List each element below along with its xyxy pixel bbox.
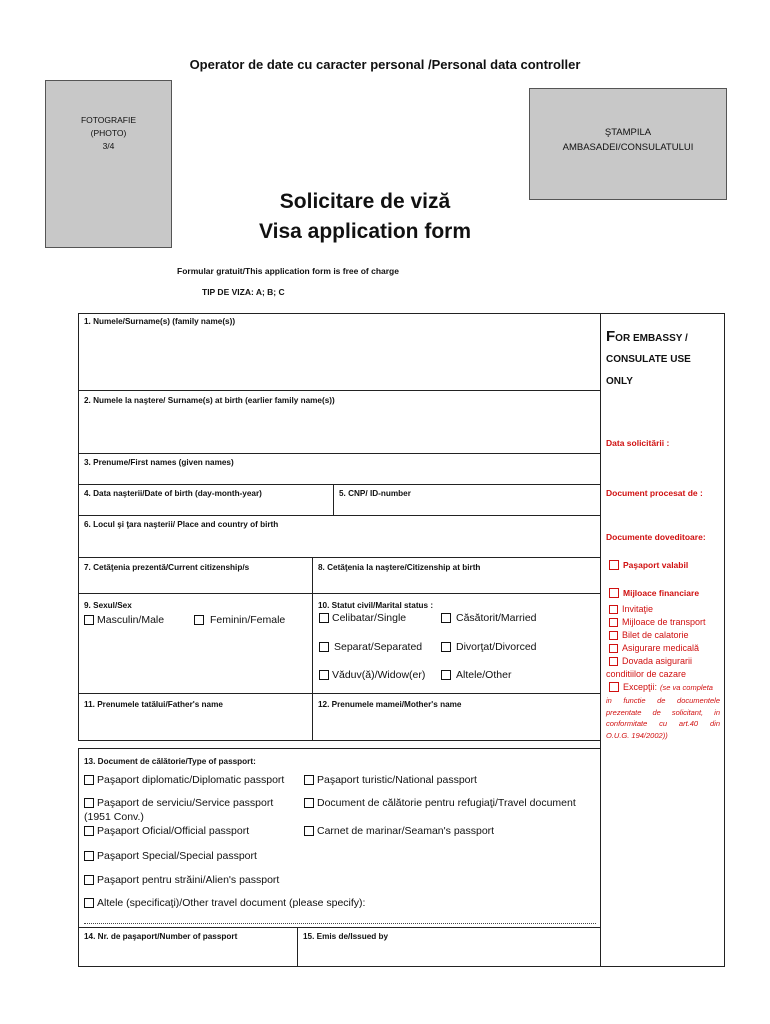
field-8-label: 8. Cetăţenia la naştere/Citizenship at birth — [318, 563, 481, 572]
processed-by-label: Document procesat de : — [606, 488, 703, 498]
passport-conv-note — [84, 811, 144, 823]
checkbox[interactable] — [609, 560, 619, 570]
checkbox[interactable] — [304, 826, 314, 836]
passport-service-label: Paşaport de serviciu/Service passport — [97, 797, 274, 809]
field-7-label: 7. Cetăţenia prezentă/Current citizenship/s — [84, 563, 250, 572]
marital-widow-label: Văduv(ă)/Widow(er) — [332, 669, 426, 681]
marital-widow-option[interactable] — [319, 669, 425, 681]
checkbox[interactable] — [304, 798, 314, 808]
supporting-docs-label: Documente doveditoare: — [606, 532, 706, 542]
marital-other-option[interactable] — [441, 669, 511, 681]
financial-means-option[interactable] — [609, 588, 699, 598]
passport-alien-option[interactable] — [84, 874, 279, 886]
exceptions-option[interactable] — [609, 682, 713, 692]
sex-female-label: Feminin/Female — [210, 614, 286, 626]
embassy-title-3: ONLY — [606, 376, 633, 387]
field-10-label: 10. Statut civil/Marital status : — [318, 601, 434, 610]
field-5-label: 5. CNP/ ID-number — [339, 489, 411, 498]
photo-label-2: (PHOTO) — [90, 128, 127, 138]
exceptions-note-2: in functie de documentele — [606, 696, 720, 705]
passport-diplomatic-option[interactable] — [84, 774, 284, 786]
checkbox[interactable] — [609, 657, 618, 666]
marital-divorced-label: Divorţat/Divorced — [456, 641, 537, 653]
sex-female-option[interactable] — [194, 614, 285, 626]
sex-male-label: Masculin/Male — [97, 614, 165, 626]
checkbox[interactable] — [609, 605, 618, 614]
embassy-use-panel — [600, 313, 725, 967]
field-15-label: 15. Emis de/Issued by — [303, 932, 389, 941]
checkbox[interactable] — [609, 644, 618, 653]
passport-refugee-option[interactable] — [304, 797, 576, 809]
checkbox[interactable] — [319, 613, 329, 623]
marital-married-label: Căsătorit/Married — [456, 612, 537, 624]
passport-tourist-label: Paşaport turistic/National passport — [317, 774, 477, 786]
sex-male-option[interactable] — [84, 614, 164, 626]
marital-separated-option[interactable] — [319, 641, 422, 653]
invitation-option[interactable] — [609, 604, 653, 614]
passport-special-option[interactable] — [84, 850, 257, 862]
checkbox[interactable] — [84, 615, 94, 625]
marital-single-option[interactable] — [319, 612, 406, 624]
exceptions-note — [606, 695, 720, 741]
photo-label-1: FOTOGRAFIE — [80, 115, 137, 125]
checkbox[interactable] — [319, 642, 329, 652]
ticket-label: Bilet de calatorie — [622, 630, 689, 640]
passport-other-label: Altele (specificaţi)/Other travel document (please specify): — [97, 897, 366, 909]
passport-diplomatic-label: Paşaport diplomatic/Diplomatic passport — [97, 774, 285, 786]
exceptions-note-1: (se va completa — [660, 682, 713, 692]
checkbox[interactable] — [84, 851, 94, 861]
dotted-line — [84, 923, 596, 924]
passport-alien-label: Paşaport pentru străini/Alien's passport — [97, 874, 280, 886]
embassy-title-1: FOR EMBASSY / — [606, 328, 688, 345]
insurance-option[interactable] — [609, 643, 699, 653]
controller-heading: Operator de date cu caracter personal /Personal data controller — [189, 57, 581, 72]
insurance-label: Asigurare medicală — [622, 643, 700, 653]
free-note: Formular gratuit/This application form is free of charge — [177, 266, 399, 276]
exceptions-note-4: conformitate cu art.40 din — [606, 719, 720, 728]
embassy-title-2: CONSULATE USE — [606, 354, 691, 365]
checkbox[interactable] — [84, 826, 94, 836]
checkbox[interactable] — [441, 613, 451, 623]
field-3-label: 3. Prenume/First names (given names) — [84, 458, 234, 467]
marital-separated-label: Separat/Separated — [334, 641, 423, 653]
checkbox[interactable] — [609, 631, 618, 640]
passport-refugee-label: Document de călătorie pentru refugiaţi/Travel document — [317, 797, 576, 809]
checkbox[interactable] — [84, 798, 94, 808]
checkbox[interactable] — [609, 588, 619, 598]
date-requested-label: Data solicitării : — [606, 438, 670, 448]
checkbox[interactable] — [609, 682, 619, 692]
passport-tourist-option[interactable] — [304, 774, 477, 786]
checkbox[interactable] — [194, 615, 204, 625]
passport-service-option[interactable] — [84, 797, 273, 809]
passport-official-label: Paşaport Oficial/Official passport — [97, 825, 250, 837]
checkbox[interactable] — [304, 775, 314, 785]
passport-other-option[interactable] — [84, 897, 365, 909]
field-13-label: 13. Document de călătorie/Type of passport: — [84, 757, 256, 766]
transport-option[interactable] — [609, 617, 706, 627]
lodging-option[interactable] — [609, 656, 692, 666]
field-11-label: 11. Prenumele tatălui/Father's name — [84, 700, 223, 709]
checkbox[interactable] — [441, 642, 451, 652]
field-1-label: 1. Numele/Surname(s) (family name(s)) — [84, 317, 236, 326]
checkbox[interactable] — [84, 875, 94, 885]
marital-married-option[interactable] — [441, 612, 537, 624]
field-4-label: 4. Data naşterii/Date of birth (day-month-year) — [84, 489, 262, 498]
photo-label-3: 3/4 — [102, 141, 115, 151]
invitation-label: Invitaţie — [622, 604, 654, 614]
ticket-option[interactable] — [609, 630, 689, 640]
exceptions-note-5: O.U.G. 194/2002)) — [606, 730, 668, 740]
checkbox[interactable] — [441, 670, 451, 680]
checkbox[interactable] — [319, 670, 329, 680]
stamp-label-1: ŞTAMPILA — [604, 127, 652, 138]
title-en: Visa application form — [259, 220, 471, 243]
valid-passport-option[interactable] — [609, 560, 688, 570]
financial-means-label: Mijloace financiare — [623, 588, 700, 598]
checkbox[interactable] — [609, 618, 618, 627]
checkbox[interactable] — [84, 898, 94, 908]
transport-label: Mijloace de transport — [622, 617, 706, 627]
stamp-box — [529, 88, 727, 200]
passport-seaman-option[interactable] — [304, 825, 494, 837]
passport-special-label: Paşaport Special/Special passport — [97, 850, 257, 862]
valid-passport-label: Paşaport valabil — [623, 560, 689, 570]
field-9-label: 9. Sexul/Sex — [84, 601, 132, 610]
lodging-label: Dovada asigurarii — [622, 656, 693, 666]
lodging-label-2: conditiilor de cazare — [606, 669, 687, 679]
field-2-label: 2. Numele la naştere/ Surname(s) at birth (earlier family name(s)) — [84, 396, 335, 405]
passport-seaman-label: Carnet de marinar/Seaman's passport — [317, 825, 495, 837]
stamp-label-2: AMBASADEI/CONSULATULUI — [562, 142, 694, 153]
marital-single-label: Celibatar/Single — [332, 612, 407, 624]
field-6-label: 6. Locul şi ţara naşterii/ Place and country of birth — [84, 520, 279, 529]
field-14-label: 14. Nr. de paşaport/Number of passport — [84, 932, 238, 941]
passport-official-option[interactable] — [84, 825, 249, 837]
marital-divorced-option[interactable] — [441, 641, 537, 653]
field-12-label: 12. Prenumele mamei/Mother's name — [318, 700, 462, 709]
passport-conv-label: (1951 Conv.) — [84, 811, 144, 823]
title-ro: Solicitare de viză — [279, 190, 451, 213]
exceptions-label: Excepţii: — [623, 682, 658, 692]
exceptions-note-3: prezentate de solicitant, in — [606, 707, 720, 717]
checkbox[interactable] — [84, 775, 94, 785]
visa-type: TIP DE VIZA: A; B; C — [202, 287, 285, 297]
marital-other-label: Altele/Other — [456, 669, 512, 681]
